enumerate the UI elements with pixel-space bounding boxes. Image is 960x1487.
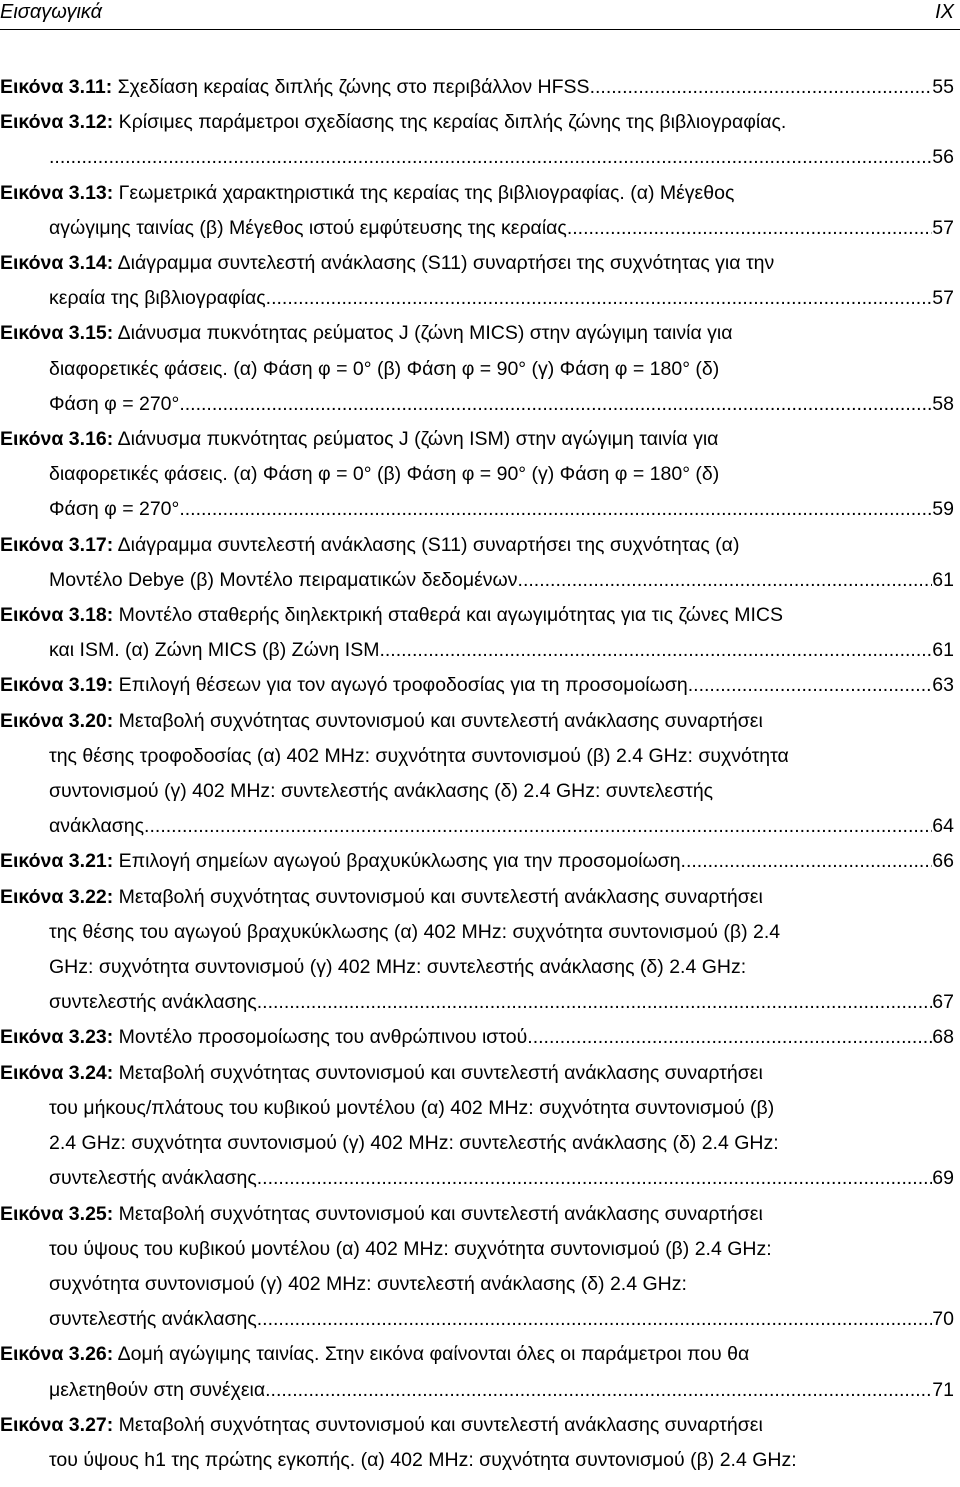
figure-caption: Επιλογή σημείων αγωγού βραχυκύκλωσης για την προσομοίωση.: [113, 850, 686, 873]
figure-label: Εικόνα 3.18:: [0, 604, 114, 627]
figure-caption: συντελεστής ανάκλασης.: [49, 1167, 263, 1190]
toc-entry[interactable]: [0, 176, 954, 246]
figure-label: Εικόνα 3.20:: [0, 709, 114, 732]
list-of-figures: [0, 70, 954, 1478]
page-number[interactable]: 67: [932, 991, 954, 1014]
chapter-title: Εισαγωγικά: [0, 1, 103, 23]
toc-entry-line: [0, 598, 954, 633]
dot-leader: [595, 70, 932, 105]
figure-caption: Σχεδίαση κεραίας διπλής ζώνης στο περιβάλλον HFSS.: [112, 76, 595, 98]
toc-entry[interactable]: [0, 70, 954, 105]
figure-caption: του ύψους h1 της πρώτης εγκοπής. (α) 402 MHz: συχνότητα συντονισμού (β) 2.4 GHz:: [49, 1448, 797, 1471]
figure-caption: Φάση φ = 270°: [49, 498, 180, 521]
toc-entry-line: [0, 457, 954, 492]
figure-label: Εικόνα 3.15:: [0, 322, 114, 345]
dot-leader: [49, 140, 932, 175]
figure-caption: αγώγιμης ταινίας (β) Μέγεθος ιστού εμφύτευσης της κεραίας.: [49, 216, 573, 239]
toc-entry-line: [0, 915, 954, 950]
figure-caption: Μεταβολή συχνότητας συντονισμού και συντελεστή ανάκλασης συναρτήσει: [113, 709, 763, 732]
dot-leader: [262, 985, 932, 1020]
figure-caption: του ύψους του κυβικού μοντέλου (α) 402 MHz: συχνότητα συντονισμού (β) 2.4 GHz:: [49, 1237, 772, 1260]
figure-caption: Μεταβολή συχνότητας συντονισμού και συντελεστή ανάκλασης συναρτήσει: [113, 1413, 763, 1436]
toc-entry-line: [0, 563, 954, 598]
figure-caption: συχνότητα συντονισμού (γ) 402 MHz: συντελεστή ανάκλασης (δ) 2.4 GHz:: [49, 1272, 687, 1295]
toc-entry-line: [0, 1443, 954, 1478]
toc-entry[interactable]: [0, 1197, 954, 1338]
dot-leader: [271, 1373, 933, 1408]
page-number[interactable]: 61: [932, 639, 954, 662]
dot-leader: [271, 281, 932, 316]
toc-entry[interactable]: [0, 316, 954, 422]
page-number[interactable]: 70: [932, 1308, 954, 1331]
figure-caption: Μεταβολή συχνότητας συντονισμού και συντελεστή ανάκλασης συναρτήσει: [113, 885, 763, 908]
figure-label: Εικόνα 3.25:: [0, 1202, 114, 1225]
figure-caption: διαφορετικές φάσεις. (α) Φάση φ = 0° (β) Φάση φ = 90° (γ) Φάση φ = 180° (δ): [49, 463, 720, 486]
toc-entry[interactable]: [0, 880, 954, 1021]
figure-caption: της θέσης του αγωγού βραχυκύκλωσης (α) 402 MHz: συχνότητα συντονισμού (β) 2.4: [49, 920, 781, 943]
toc-entry-line: [0, 704, 954, 739]
figure-label: Εικόνα 3.19:: [0, 674, 114, 697]
figure-label: Εικόνα 3.22:: [0, 885, 114, 908]
toc-entry[interactable]: [0, 1408, 954, 1478]
toc-entry-line: [0, 281, 954, 316]
figure-caption: Γεωμετρικά χαρακτηριστικά της κεραίας της βιβλιογραφίας. (α) Μέγεθος: [113, 181, 735, 204]
figure-caption: Μεταβολή συχνότητας συντονισμού και συντελεστή ανάκλασης συναρτήσει: [113, 1061, 763, 1084]
figure-caption: 2.4 GHz: συχνότητα συντονισμού (γ) 402 MHz: συντελεστής ανάκλασης (δ) 2.4 GHz:: [49, 1132, 779, 1155]
page-number[interactable]: 56: [932, 146, 954, 169]
figure-caption: Διάνυσμα πυκνότητας ρεύματος J (ζώνη ISM) στην αγώγιμη ταινία για: [113, 428, 719, 451]
figure-caption: Επιλογή θέσεων για τον αγωγό τροφοδοσίας για τη προσομοίωση.: [113, 674, 694, 697]
toc-entry-line: [0, 1267, 954, 1302]
toc-entry-line: [0, 105, 954, 140]
toc-entry[interactable]: [0, 422, 954, 528]
figure-caption: Μοντέλο σταθερής διηλεκτρική σταθερά και αγωγιμότητας για τις ζώνες MICS: [113, 604, 783, 627]
dot-leader: [385, 633, 932, 668]
toc-entry[interactable]: [0, 844, 954, 879]
toc-entry-line: [0, 809, 954, 844]
toc-entry[interactable]: [0, 668, 954, 703]
toc-entry-line: [0, 633, 954, 668]
toc-entry-line: [0, 1302, 954, 1337]
page-number[interactable]: 64: [932, 815, 954, 838]
figure-label: Εικόνα 3.11:: [0, 76, 113, 98]
toc-entry-line: [0, 352, 954, 387]
figure-label: Εικόνα 3.26:: [0, 1343, 114, 1366]
figure-label: Εικόνα 3.13:: [0, 181, 114, 204]
page-number[interactable]: 57: [932, 216, 954, 239]
toc-entry[interactable]: [0, 1337, 954, 1407]
figure-label: Εικόνα 3.14:: [0, 252, 114, 275]
page-number[interactable]: 63: [932, 674, 954, 697]
figure-caption: και ISM. (α) Ζώνη MICS (β) Ζώνη ISM.: [49, 639, 385, 662]
figure-caption: Διάνυσμα πυκνότητας ρεύματος J (ζώνη MICS) στην αγώγιμη ταινία για: [113, 322, 733, 345]
figure-label: Εικόνα 3.21:: [0, 850, 114, 873]
dot-leader: [686, 844, 932, 879]
dot-leader: [179, 492, 932, 527]
figure-caption: Δομή αγώγιμης ταινίας. Στην εικόνα φαίνονται όλες οι παράμετροι που θα: [113, 1343, 750, 1366]
figure-label: Εικόνα 3.16:: [0, 428, 114, 451]
dot-leader: [572, 211, 932, 246]
toc-entry[interactable]: [0, 1056, 954, 1197]
figure-caption: μελετηθούν στη συνέχεια.: [49, 1378, 271, 1401]
toc-entry-line: [0, 880, 954, 915]
toc-entry-line: [0, 387, 954, 422]
toc-entry-line: [0, 1020, 954, 1055]
toc-entry-line: [0, 1126, 954, 1161]
page-number-roman: IX: [935, 1, 954, 23]
figure-caption: Κρίσιμες παράμετροι σχεδίασης της κεραίας διπλής ζώνης της βιβλιογραφίας.: [113, 111, 787, 134]
toc-entry-line: [0, 176, 954, 211]
dot-leader: [149, 809, 932, 844]
page-number[interactable]: 69: [932, 1167, 954, 1190]
toc-entry-line: [0, 492, 954, 527]
page-number[interactable]: 57: [932, 287, 954, 310]
figure-caption: διαφορετικές φάσεις. (α) Φάση φ = 0° (β) Φάση φ = 90° (γ) Φάση φ = 180° (δ): [49, 357, 720, 380]
toc-entry-line: [0, 316, 954, 351]
toc-entry-line: [0, 1373, 954, 1408]
figure-caption: της θέσης τροφοδοσίας (α) 402 MHz: συχνότητα συντονισμού (β) 2.4 GHz: συχνότητα: [49, 744, 789, 767]
toc-entry-line: [0, 668, 954, 703]
figure-caption: συντελεστής ανάκλασης.: [49, 991, 263, 1014]
toc-entry[interactable]: [0, 528, 954, 598]
dot-leader: [693, 668, 932, 703]
figure-caption: ανάκλασης.: [49, 815, 150, 838]
dot-leader: [523, 563, 932, 598]
toc-entry[interactable]: [0, 598, 954, 668]
dot-leader: [262, 1302, 932, 1337]
toc-entry-line: [0, 1161, 954, 1196]
figure-caption: Μοντέλο προσομοίωσης του ανθρώπινου ιστού.: [113, 1026, 533, 1049]
toc-entry-line: [0, 246, 954, 281]
toc-entry-line: [0, 422, 954, 457]
dot-leader: [533, 1020, 933, 1055]
figure-label: Εικόνα 3.12:: [0, 111, 114, 134]
figure-caption: Μοντέλο Debye (β) Μοντέλο πειραματικών δεδομένων.: [49, 568, 523, 591]
figure-caption: Διάγραμμα συντελεστή ανάκλασης (S11) συναρτήσει της συχνότητας για την: [113, 252, 775, 275]
figure-label: Εικόνα 3.24:: [0, 1061, 114, 1084]
figure-label: Εικόνα 3.23:: [0, 1026, 114, 1049]
toc-entry-line: [0, 528, 954, 563]
dot-leader: [262, 1161, 932, 1196]
toc-entry-line: [0, 844, 954, 879]
page-number[interactable]: 59: [932, 498, 954, 521]
figure-caption: συντονισμού (γ) 402 MHz: συντελεστής ανάκλασης (δ) 2.4 GHz: συντελεστής: [49, 780, 714, 803]
toc-entry-line: [0, 140, 954, 175]
figure-caption: Φάση φ = 270°: [49, 392, 180, 415]
toc-entry[interactable]: [0, 105, 954, 175]
figure-caption: GHz: συχνότητα συντονισμού (γ) 402 MHz: συντελεστής ανάκλασης (δ) 2.4 GHz:: [49, 956, 747, 979]
page-header: [0, 0, 960, 32]
page-number[interactable]: 71: [932, 1378, 954, 1401]
toc-entry[interactable]: [0, 1020, 954, 1055]
figure-label: Εικόνα 3.27:: [0, 1413, 114, 1436]
header-rule: [0, 29, 960, 30]
toc-entry-line: [0, 211, 954, 246]
toc-entry-line: [0, 1197, 954, 1232]
toc-entry-line: [0, 70, 954, 105]
page-number[interactable]: 58: [932, 392, 954, 415]
figure-caption: του μήκους/πλάτους του κυβικού μοντέλου (α) 402 MHz: συχνότητα συντονισμού (β): [49, 1096, 775, 1119]
figure-caption: Διάγραμμα συντελεστή ανάκλασης (S11) συναρτήσει της συχνότητας (α): [113, 533, 740, 556]
toc-entry-line: [0, 739, 954, 774]
toc-entry-line: [0, 1337, 954, 1372]
page-number[interactable]: 61: [932, 568, 954, 591]
toc-entry-line: [0, 1091, 954, 1126]
page-number[interactable]: 55: [932, 76, 954, 98]
toc-entry-line: [0, 1056, 954, 1091]
page-number[interactable]: 68: [932, 1026, 954, 1049]
figure-caption: συντελεστής ανάκλασης.: [49, 1308, 263, 1331]
toc-entry-line: [0, 1232, 954, 1267]
toc-entry-line: [0, 774, 954, 809]
figure-caption: Μεταβολή συχνότητας συντονισμού και συντελεστή ανάκλασης συναρτήσει: [113, 1202, 763, 1225]
toc-entry-line: [0, 985, 954, 1020]
toc-entry[interactable]: [0, 704, 954, 845]
figure-caption: κεραία της βιβλιογραφίας.: [49, 287, 272, 310]
toc-entry-line: [0, 1408, 954, 1443]
toc-entry[interactable]: [0, 246, 954, 316]
toc-entry-line: [0, 950, 954, 985]
dot-leader: [179, 387, 932, 422]
page-number[interactable]: 66: [932, 850, 954, 873]
figure-label: Εικόνα 3.17:: [0, 533, 114, 556]
